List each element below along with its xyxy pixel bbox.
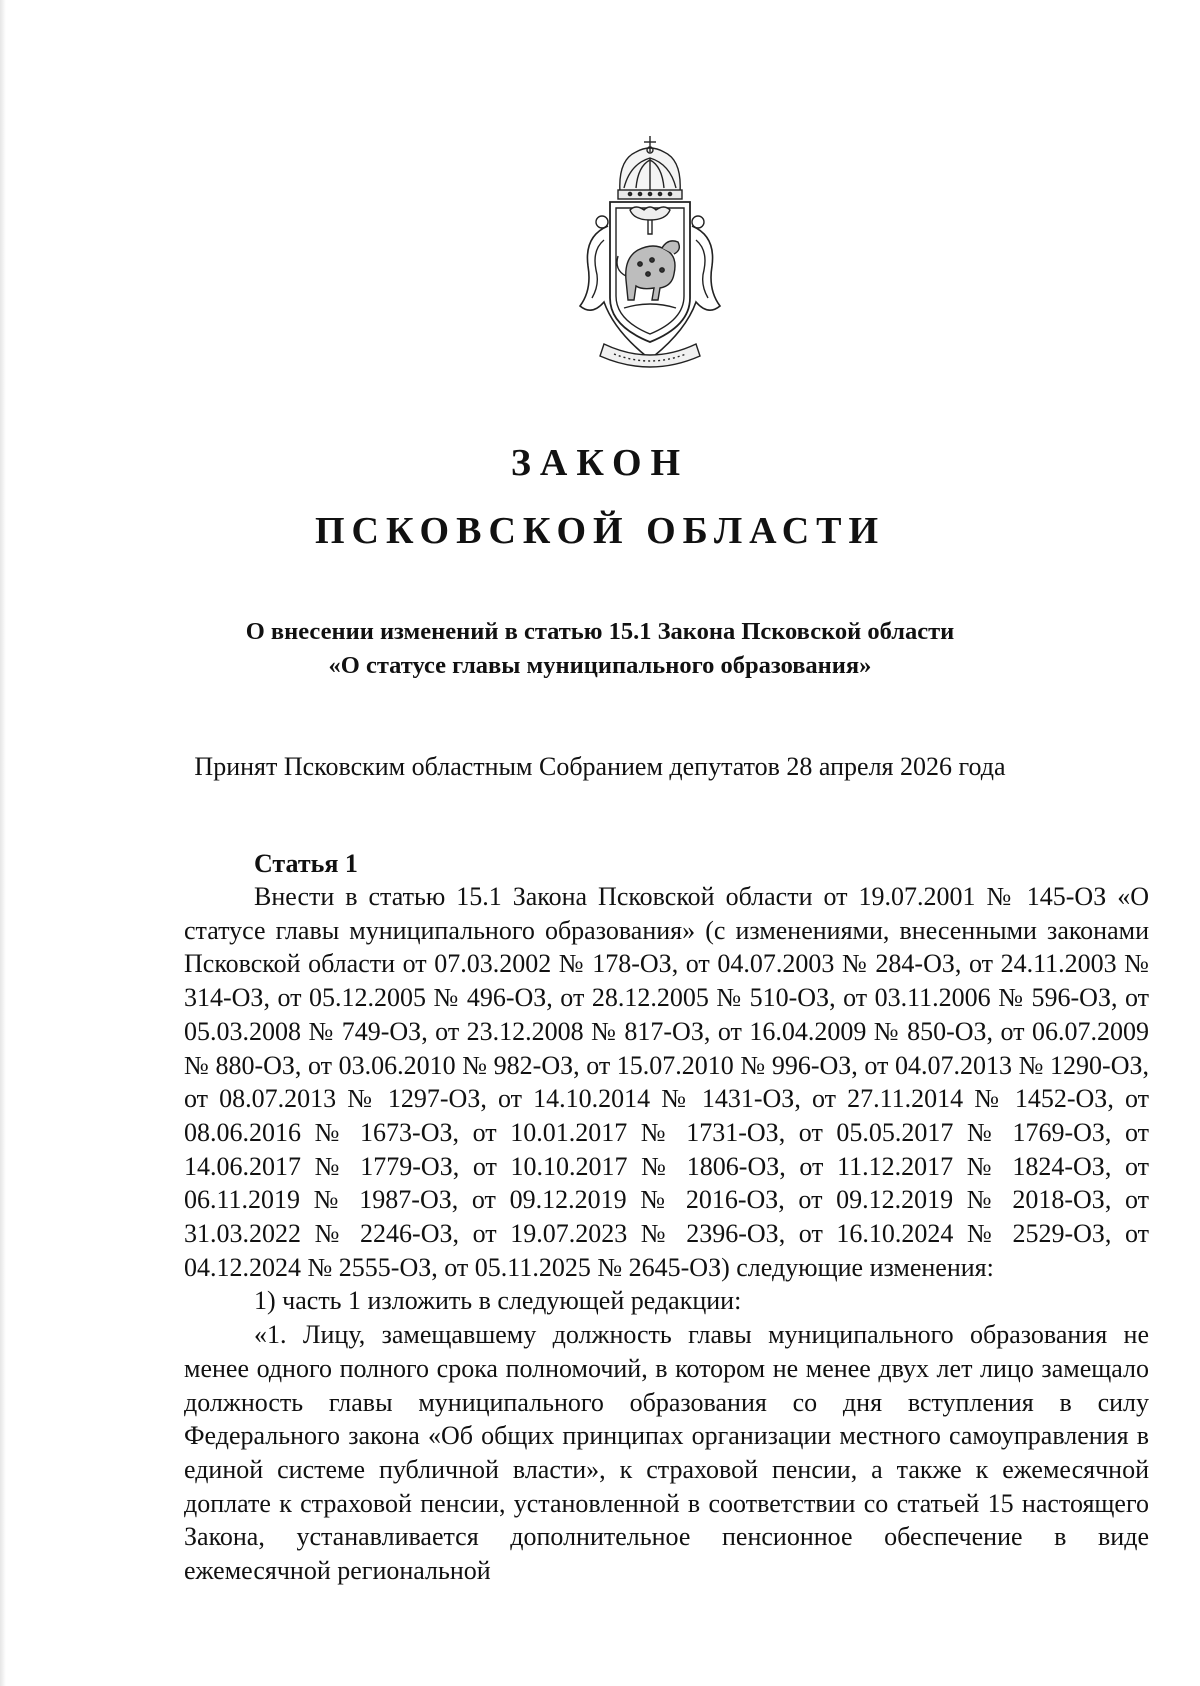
document-region-title: ПСКОВСКОЙ ОБЛАСТИ: [314, 510, 886, 552]
article-paragraph: «1. Лицу, замещавшему должность главы муниципального образования не менее одного полного срока полномочий, в котором не менее двух лет лицо замещало должность главы муниципального образования со дня вступления в силу Федерального закона «Об общих принципах организации местного самоуправления в единой системе публичной власти», к страховой пенсии, а также к ежемесячной доплате к страховой пенсии, установленной в соответствии со статьей 15 настоящего Закона, устанавливается дополнительное пенсионное обеспечение в виде ежемесячной региональной: [184, 1320, 1149, 1586]
scan-edge: [0, 0, 6, 1686]
article-paragraph: Внести в статью 15.1 Закона Псковской области от 19.07.2001 № 145-ОЗ «О статусе главы муниципального образования» (с изменениями, внесенными законами Псковской области от 07.03.2002 № 178-ОЗ, от 04.07.2003 № 284-ОЗ, от 24.11.2003 № 314-ОЗ, от 05.12.2005 № 496-ОЗ, от 28.12.2005 № 510-ОЗ, от 03.11.2006 № 596-ОЗ, от 05.03.2008 № 749-ОЗ, от 23.12.2008 № 817-ОЗ, от 16.04.2009 № 850-ОЗ, от 06.07.2009 № 880-ОЗ, от 03.06.2010 № 982-ОЗ, от 15.07.2010 № 996-ОЗ, от 04.07.2013 № 1290-ОЗ, от 08.07.2013 № 1297-ОЗ, от 14.10.2014 № 1431-ОЗ, от 27.11.2014 № 1452-ОЗ, от 08.06.2016 № 1673-ОЗ, от 10.01.2017 № 1731-ОЗ, от 05.05.2017 № 1769-ОЗ, от 14.06.2017 № 1779-ОЗ, от 10.10.2017 № 1806-ОЗ, от 11.12.2017 № 1824-ОЗ, от 06.11.2019 № 1987-ОЗ, от 09.12.2019 № 2016-ОЗ, от 09.12.2019 № 2018-ОЗ, от 31.03.2022 № 2246-ОЗ, от 19.07.2023 № 2396-ОЗ, от 16.10.2024 № 2529-ОЗ, от 04.12.2024 № 2555-ОЗ, от 05.11.2025 № 2645-ОЗ) следующие изменения:: [184, 882, 1149, 1282]
document-title: ЗАКОН: [510, 442, 690, 484]
pskov-coat-of-arms-icon: [574, 130, 726, 382]
law-subject-line: «О статусе главы муниципального образования»: [328, 652, 872, 679]
article-heading: Статья 1: [254, 849, 358, 878]
article-body: [184, 880, 1149, 1588]
law-subject: [0, 615, 1200, 683]
adoption-statement: Принят Псковским областным Собранием депутатов 28 апреля 2026 года: [194, 752, 1006, 781]
law-subject-line: О внесении изменений в статью 15.1 Закона Псковской области: [245, 618, 955, 645]
article-paragraph: 1) часть 1 изложить в следующей редакции:: [254, 1286, 742, 1316]
